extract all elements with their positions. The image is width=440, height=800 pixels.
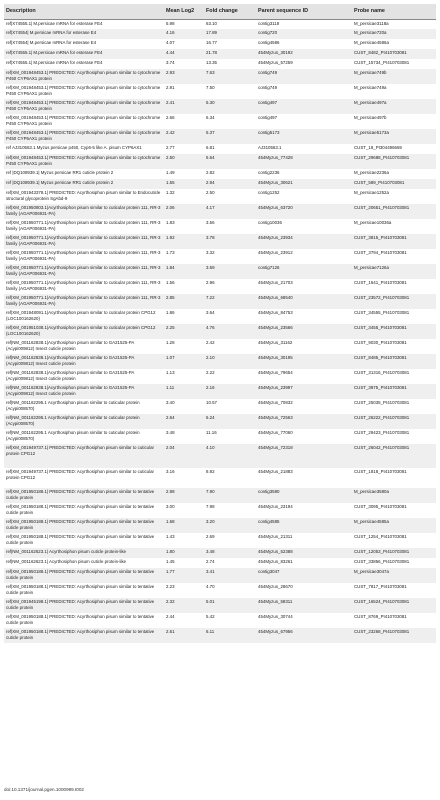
cell-parent-sequence-id: 454Myzus_30192 bbox=[258, 50, 293, 55]
cell-parent-sequence-id: 454Myzus_30744 bbox=[258, 614, 293, 619]
cell-description: ref|XM_001950188.1| PREDICTED: Acyrthosiphon pisum similar to tentative cuticle protein bbox=[6, 504, 155, 515]
table-row bbox=[4, 279, 436, 294]
cell-description: ref|NM_001162295.1 Acyrthosiphon pisum similar to cuticular protein (Acypi008570) bbox=[6, 430, 140, 441]
cell-description: ref|XM_001945198.1| PREDICTED: Acyrthosiphon pisum similar to tentative cuticle protein bbox=[6, 599, 155, 610]
cell-description: ref|NM_001162623.1| Acyrthosiphon pisum cuticle protein-like bbox=[6, 559, 127, 564]
cell-mean-log2: 2.61 bbox=[166, 629, 175, 634]
cell-description: ref|XM_001948453.1| PREDICTED: Acyrthosiphon pisum similar to cytochrome P450 CYP6AX1 protein bbox=[6, 115, 161, 126]
table-row bbox=[4, 84, 436, 99]
cell-parent-sequence-id: contig10036 bbox=[258, 220, 282, 225]
cell-mean-log2: 3.40 bbox=[166, 400, 175, 405]
cell-fold-change: 6.34 bbox=[206, 115, 215, 120]
cell-probe-name: M_persicae10036a bbox=[354, 220, 392, 225]
cell-mean-log2: 3.48 bbox=[166, 430, 175, 435]
cell-description: ref|XM_001951038.1|Acyrthosiphon pisum similar to cuticular protein CPG12 (LOC100162620) bbox=[6, 325, 156, 336]
cell-parent-sequence-id: contig3118 bbox=[258, 20, 280, 26]
cell-mean-log2: 2.98 bbox=[166, 489, 175, 494]
cell-fold-change: 7.22 bbox=[206, 295, 215, 300]
header-probe-name: Probe name bbox=[352, 4, 436, 19]
cell-mean-log2: 2.50 bbox=[166, 155, 175, 160]
cell-parent-sequence-id: 454Myzus_79654 bbox=[258, 370, 293, 375]
cell-fold-change: 5.37 bbox=[206, 130, 215, 135]
cell-mean-log2: 1.55 bbox=[166, 180, 175, 185]
cell-mean-log2: 2.44 bbox=[166, 614, 175, 619]
cell-probe-name: CUST_26042_PI410703081 bbox=[354, 445, 410, 450]
cell-description: ref|XM_001950771.1|Acyrthosiphon pisum similar to cuticular protein 111, RR-3 family (AGAP006931-PA) bbox=[6, 235, 161, 246]
cell-mean-log2: 2.42 bbox=[166, 130, 175, 135]
cell-description: ref|XM_001950771.1|Acyrthosiphon pisum similar to cuticular protein 111, RR-3 family (AGAP006931-PA) bbox=[6, 280, 161, 291]
header-description: Description bbox=[4, 4, 164, 19]
data-table bbox=[4, 4, 436, 643]
cell-probe-name: CUST_12053_PI410703081 bbox=[354, 549, 410, 554]
table-row bbox=[4, 339, 436, 354]
cell-probe-name: CUST_8482_PI410703081 bbox=[354, 50, 407, 55]
cell-fold-change: 8.92 bbox=[206, 469, 215, 474]
cell-fold-change: 2.22 bbox=[206, 370, 215, 375]
table-row bbox=[4, 49, 436, 59]
table-row bbox=[4, 598, 436, 613]
cell-probe-name: CUST_8769_PI410703081 bbox=[354, 614, 407, 619]
cell-fold-change: 16.77 bbox=[206, 40, 217, 45]
cell-probe-name: M_persicae749b bbox=[354, 70, 387, 75]
cell-mean-log2: 2.85 bbox=[166, 295, 175, 300]
cell-parent-sequence-id: 454Myzus_23566 bbox=[258, 325, 293, 330]
cell-fold-change: 3.41 bbox=[206, 569, 215, 574]
cell-description: ref|XM_001948453.1| PREDICTED: Acyrthosiphon pisum similar to cytochrome P450 CYP6AX1 protein bbox=[6, 155, 161, 166]
cell-mean-log2: 3.16 bbox=[166, 469, 175, 474]
cell-mean-log2: 1.68 bbox=[166, 519, 175, 524]
cell-fold-change: 5.30 bbox=[206, 100, 215, 105]
cell-mean-log2: 1.28 bbox=[166, 340, 175, 345]
cell-probe-name: CUST_31316_PI410703081 bbox=[354, 370, 410, 375]
table-row bbox=[4, 548, 436, 558]
cell-fold-change: 2.82 bbox=[206, 170, 215, 175]
cell-probe-name: CUST_3875_PI410703081 bbox=[354, 385, 407, 390]
cell-probe-name: CUST_18_PI304496669 bbox=[354, 145, 402, 150]
cell-parent-sequence-id: 454Myzus_70832 bbox=[258, 400, 293, 405]
table-row bbox=[4, 369, 436, 384]
cell-description: ref|X74554| M.persicae mRNA for esterase E4 bbox=[6, 40, 97, 45]
table-row bbox=[4, 533, 436, 548]
cell-parent-sequence-id: 454Myzus_83261 bbox=[258, 559, 293, 564]
cell-fold-change: 2.94 bbox=[206, 180, 215, 185]
cell-mean-log2: 5.98 bbox=[166, 20, 175, 26]
cell-fold-change: 7.50 bbox=[206, 85, 215, 90]
table-row bbox=[4, 69, 436, 84]
table-row bbox=[4, 189, 436, 204]
cell-fold-change: 2.96 bbox=[206, 280, 215, 285]
cell-fold-change: 2.74 bbox=[206, 559, 215, 564]
table-row bbox=[4, 264, 436, 279]
cell-parent-sequence-id: 454Myzus_58311 bbox=[258, 599, 293, 604]
cell-fold-change: 63.10 bbox=[206, 20, 217, 26]
cell-parent-sequence-id: 454Myzus_63720 bbox=[258, 205, 293, 210]
cell-fold-change: 7.63 bbox=[206, 70, 215, 75]
table-row bbox=[4, 154, 436, 169]
cell-parent-sequence-id: 454Myzus_23194 bbox=[258, 504, 293, 509]
cell-parent-sequence-id: 454Myzus_72318 bbox=[258, 445, 293, 450]
cell-mean-log2: 2.41 bbox=[166, 100, 175, 105]
cell-description: ref|NM_001162295.1 Acyrthosiphon pisum similar to cuticular protein (Acypi008570) bbox=[6, 415, 140, 426]
cell-parent-sequence-id: 454Myzus_21311 bbox=[258, 534, 293, 539]
cell-parent-sequence-id: contig3047 bbox=[258, 569, 280, 574]
table-row bbox=[4, 324, 436, 339]
cell-probe-name: M_persicae3118a bbox=[354, 20, 389, 26]
cell-fold-change: 3.78 bbox=[206, 235, 215, 240]
cell-parent-sequence-id: 454Myzus_23934 bbox=[258, 235, 293, 240]
cell-description: ref|XM_001948453.1| PREDICTED: Acyrthosiphon pisum similar to cytochrome P450 CYP6AX1 protein bbox=[6, 130, 161, 141]
cell-description: ref|X74555.1| M.persicae mRNA for esterase FE4 bbox=[6, 60, 103, 65]
cell-mean-log2: 2.91 bbox=[166, 85, 175, 90]
cell-mean-log2: 1.45 bbox=[166, 559, 175, 564]
cell-probe-name: M_persicae497b bbox=[354, 115, 387, 120]
cell-description: ref|XM_001950771.1|Acyrthosiphon pisum similar to cuticular protein 111, RR-3 family (AGAP006931-PA) bbox=[6, 295, 161, 306]
cell-description: ref|XM_001950803.1|Acyrthosiphon pisum similar to cuticular protein 111, RR-3 family (AGAP006931-PA) bbox=[6, 205, 161, 216]
cell-probe-name: M_persicae4585a bbox=[354, 519, 389, 524]
table-row bbox=[4, 234, 436, 249]
cell-fold-change: 5.42 bbox=[206, 614, 215, 619]
cell-description: ref|X74555.1| M.persicae mRNA for esterase FE4 bbox=[6, 20, 103, 26]
cell-fold-change: 3.32 bbox=[206, 250, 215, 255]
cell-mean-log2: 2.06 bbox=[166, 205, 175, 210]
cell-fold-change: 2.42 bbox=[206, 340, 215, 345]
cell-parent-sequence-id: AJ310563.1 bbox=[258, 145, 282, 150]
cell-mean-log2: 1.32 bbox=[166, 190, 175, 195]
cell-probe-name: CUST_3794_PI410703081 bbox=[354, 250, 407, 255]
cell-fold-change: 6.24 bbox=[206, 415, 215, 420]
cell-probe-name: CUST_1641_PI410703081 bbox=[354, 280, 407, 285]
cell-parent-sequence-id: contig4585 bbox=[258, 519, 280, 524]
cell-parent-sequence-id: 454Myzus_77060 bbox=[258, 430, 293, 435]
table-row bbox=[4, 468, 436, 488]
cell-parent-sequence-id: contig3580 bbox=[258, 489, 280, 494]
cell-fold-change: 4.76 bbox=[206, 325, 215, 330]
header-fold-change: Fold change bbox=[204, 4, 256, 19]
cell-description: ref|XM_001948453.1| PREDICTED: Acyrthosiphon pisum similar to cytochrome P450 CYP6AX1 protein bbox=[6, 70, 161, 81]
cell-description: ref|NM_001162838.1|Acyrthosiphon pisum similar to GA21525-PA (Acypi009812) Insect cuticle protein bbox=[6, 385, 135, 396]
table-row bbox=[4, 114, 436, 129]
table-row bbox=[4, 444, 436, 468]
cell-description: ref|XM_001950188.1| PREDICTED: Acyrthosiphon pisum similar to tentative cuticle protein bbox=[6, 614, 155, 625]
table-row bbox=[4, 429, 436, 444]
table-row bbox=[4, 219, 436, 234]
cell-description: ref|XM_001950188.1| PREDICTED: Acyrthosiphon pisum similar to tentative cuticle protein bbox=[6, 569, 155, 580]
cell-parent-sequence-id: 454Myzus_77428 bbox=[258, 155, 293, 160]
cell-fold-change: 3.48 bbox=[206, 549, 215, 554]
table-row bbox=[4, 179, 436, 189]
cell-mean-log2: 1.92 bbox=[166, 235, 175, 240]
cell-parent-sequence-id: 454Myzus_72563 bbox=[258, 415, 293, 420]
cell-probe-name: M_persicae3047a bbox=[354, 569, 389, 574]
cell-fold-change: 21.78 bbox=[206, 50, 217, 55]
cell-probe-name: CUST_26222_PI410703081 bbox=[354, 415, 410, 420]
table-row bbox=[4, 294, 436, 309]
cell-probe-name: CUST_1818_PI410703081 bbox=[354, 469, 407, 474]
cell-probe-name: CUST_8485_PI410703081 bbox=[354, 355, 407, 360]
cell-description: ref|NM_001162295.1 Acyrthosiphon pisum similar to cuticular protein (Acypi008570) bbox=[6, 400, 140, 411]
cell-parent-sequence-id: 454Myzus_30195 bbox=[258, 355, 293, 360]
cell-fold-change: 6.11 bbox=[206, 629, 215, 634]
cell-fold-change: 3.64 bbox=[206, 310, 215, 315]
cell-probe-name: CUST_15734_PI410703081 bbox=[354, 60, 410, 65]
cell-probe-name: CUST_3455_PI410703081 bbox=[354, 325, 407, 330]
cell-parent-sequence-id: 454Myzus_21703 bbox=[258, 280, 293, 285]
cell-fold-change: 17.89 bbox=[206, 30, 217, 35]
cell-fold-change: 5.64 bbox=[206, 155, 215, 160]
cell-description: ref AJ310563.1 Myzus persicae p450, Cyp6-5 like A. pisum CYP6AX1 bbox=[6, 145, 142, 150]
table-row bbox=[4, 354, 436, 369]
cell-parent-sequence-id: contig720 bbox=[258, 30, 278, 35]
cell-mean-log2: 4.07 bbox=[166, 40, 175, 45]
cell-mean-log2: 1.56 bbox=[166, 280, 175, 285]
cell-mean-log2: 1.49 bbox=[166, 170, 175, 175]
cell-fold-change: 4.70 bbox=[206, 584, 215, 589]
cell-parent-sequence-id: contig4586 bbox=[258, 40, 280, 45]
cell-probe-name: M_persicae497a bbox=[354, 100, 387, 105]
cell-parent-sequence-id: 454Myzus_57259 bbox=[258, 60, 293, 65]
cell-parent-sequence-id: 454Myzus_52388 bbox=[258, 549, 293, 554]
cell-probe-name: M_persicae2236a bbox=[354, 170, 389, 175]
cell-fold-change: 7.90 bbox=[206, 489, 215, 494]
cell-description: ref|XM_001943378.1| PREDICTED: Acyrthosiphon pisum similar to Endocuticle structural glycoprotein SgAbd-9 bbox=[6, 190, 161, 201]
cell-parent-sequence-id: 454Myzus_21883 bbox=[258, 469, 293, 474]
cell-parent-sequence-id: contig749 bbox=[258, 85, 278, 90]
cell-description: ref|X74554| M.persicae mRNA for esterase E4 bbox=[6, 30, 97, 35]
cell-parent-sequence-id: contig749 bbox=[258, 70, 278, 75]
cell-mean-log2: 1.13 bbox=[166, 370, 175, 375]
cell-description: ref|XM_001950771.1|Acyrthosiphon pisum similar to cuticular protein 111, RR-3 family (AGAP006931-PA) bbox=[6, 220, 161, 231]
cell-mean-log2: 2.25 bbox=[166, 325, 175, 330]
doi-footer: doi:10.1371/journal.pgen.1000999.t002 bbox=[4, 787, 84, 792]
cell-mean-log2: 2.04 bbox=[166, 445, 175, 450]
cell-fold-change: 6.81 bbox=[206, 145, 215, 150]
table-row bbox=[4, 518, 436, 533]
cell-probe-name: CUST_3095_PI410703081 bbox=[354, 504, 407, 509]
cell-mean-log2: 1.77 bbox=[166, 569, 175, 574]
table-row bbox=[4, 204, 436, 219]
table-row bbox=[4, 613, 436, 628]
cell-description: ref|NM_001162838.1|Acyrthosiphon pisum similar to GA21525-PA (Acypi009812) Insect cuticle protein bbox=[6, 355, 135, 366]
table-row bbox=[4, 129, 436, 144]
table-row bbox=[4, 59, 436, 69]
table-body bbox=[4, 19, 436, 643]
table-row bbox=[4, 99, 436, 114]
cell-mean-log2: 2.23 bbox=[166, 584, 175, 589]
cell-description: ref|X74555.1| M.persicae mRNA for esterase FE4 bbox=[6, 50, 103, 55]
cell-mean-log2: 2.66 bbox=[166, 115, 175, 120]
cell-probe-name: CUST_589_PI410703081 bbox=[354, 180, 405, 185]
table-header-row bbox=[4, 4, 436, 19]
cell-parent-sequence-id: contig5173 bbox=[258, 130, 280, 135]
cell-mean-log2: 4.44 bbox=[166, 50, 175, 55]
cell-fold-change: 2.50 bbox=[206, 190, 215, 195]
cell-description: ref|XM_001950188.1| PREDICTED: Acyrthosiphon pisum similar to tentative cuticle protein bbox=[6, 489, 155, 500]
cell-description: ref|XM_001950771.1|Acyrthosiphon pisum similar to cuticular protein 111, RR-3 family (AGAP006931-PA) bbox=[6, 250, 161, 261]
cell-description: ref|XM_001948453.1| PREDICTED: Acyrthosiphon pisum similar to cytochrome P450 CYP6AX1 protein bbox=[6, 100, 161, 111]
cell-parent-sequence-id: 454Myzus_23912 bbox=[258, 250, 293, 255]
cell-probe-name: CUST_23268_PI410703081 bbox=[354, 629, 410, 634]
cell-probe-name: CUST_23572_PI410703081 bbox=[354, 295, 410, 300]
cell-parent-sequence-id: 454Myzus_31162 bbox=[258, 340, 293, 345]
cell-fold-change: 2.69 bbox=[206, 534, 215, 539]
header-mean-log2: Mean Log2 bbox=[164, 4, 204, 19]
cell-parent-sequence-id: 454Myzus_67956 bbox=[258, 629, 293, 634]
cell-mean-log2: 1.86 bbox=[166, 310, 175, 315]
table-row bbox=[4, 628, 436, 643]
table-row bbox=[4, 568, 436, 583]
cell-probe-name: M_persicae3580a bbox=[354, 489, 389, 494]
table-row bbox=[4, 144, 436, 154]
cell-mean-log2: 3.00 bbox=[166, 504, 175, 509]
cell-probe-name: CUST_33856_PI410703081 bbox=[354, 559, 410, 564]
cell-description: ref|XM_001948453.1| PREDICTED: Acyrthosiphon pisum similar to cytochrome P450 CYP6AX1 protein bbox=[6, 85, 161, 96]
cell-description: ref|NM_001162623.1| Acyrthosiphon pisum cuticle protein-like bbox=[6, 549, 127, 554]
cell-description: ref|XM_001950188.1| PREDICTED: Acyrthosiphon pisum similar to tentative cuticle protein bbox=[6, 519, 155, 530]
cell-probe-name: M_persicae5173a bbox=[354, 130, 389, 135]
cell-probe-name: M_persicae749a bbox=[354, 85, 387, 90]
cell-fold-change: 3.20 bbox=[206, 519, 215, 524]
cell-probe-name: M_persicae720a bbox=[354, 30, 387, 35]
cell-fold-change: 2.16 bbox=[206, 385, 215, 390]
cell-description: ref|XM_001948091.1|Acyrthosiphon pisum similar to cuticular protein CPG12 (LOC100162620) bbox=[6, 310, 156, 321]
cell-mean-log2: 1.80 bbox=[166, 549, 175, 554]
table-row bbox=[4, 583, 436, 598]
cell-parent-sequence-id: contig497 bbox=[258, 115, 278, 120]
cell-description: ref|XM_001950188.1| PREDICTED: Acyrthosiphon pisum similar to tentative cuticle protein bbox=[6, 534, 155, 545]
cell-parent-sequence-id: 454Myzus_30621 bbox=[258, 180, 293, 185]
cell-parent-sequence-id: 454Myzus_84753 bbox=[258, 310, 293, 315]
cell-description: ref|NM_001162838.1|Acyrthosiphon pisum similar to GA21525-PA (Acypi009812) Insect cuticle protein bbox=[6, 340, 135, 351]
table-row bbox=[4, 249, 436, 264]
cell-probe-name: M_persicae7126a bbox=[354, 265, 389, 270]
cell-probe-name: CUST_29423_PI410703081 bbox=[354, 430, 410, 435]
table-row bbox=[4, 488, 436, 503]
cell-parent-sequence-id: contig2236 bbox=[258, 170, 280, 175]
cell-parent-sequence-id: 454Myzus_28670 bbox=[258, 584, 293, 589]
cell-mean-log2: 1.84 bbox=[166, 265, 175, 270]
cell-mean-log2: 4.16 bbox=[166, 30, 175, 35]
table-row bbox=[4, 39, 436, 49]
cell-description: ref|XM_001950188.1| PREDICTED: Acyrthosiphon pisum similar to tentative cuticle protein bbox=[6, 584, 155, 595]
cell-mean-log2: 1.07 bbox=[166, 355, 175, 360]
cell-description: ref|XM_001950188.1| PREDICTED: Acyrthosiphon pisum similar to tentative cuticle protein bbox=[6, 629, 155, 640]
cell-description: ref |DQ108939.1| Myzus persicae RR1 cuticle protein 2 bbox=[6, 170, 114, 175]
table-row bbox=[4, 558, 436, 568]
cell-mean-log2: 1.43 bbox=[166, 534, 175, 539]
cell-mean-log2: 2.93 bbox=[166, 70, 175, 75]
cell-description: ref|NM_001162838.1|Acyrthosiphon pisum similar to GA21525-PA (Acypi009812) Insect cuticle protein bbox=[6, 370, 135, 381]
cell-parent-sequence-id: contig497 bbox=[258, 100, 278, 105]
cell-description: ref|XM_001949737.1| PREDICTED: Acyrthosiphon pisum similar to cuticular protein CPG12 bbox=[6, 445, 154, 456]
cell-fold-change: 7.98 bbox=[206, 504, 215, 509]
table-row bbox=[4, 384, 436, 399]
table-row bbox=[4, 399, 436, 414]
cell-probe-name: M_persicae1252a bbox=[354, 190, 389, 195]
cell-mean-log2: 1.73 bbox=[166, 250, 175, 255]
cell-mean-log2: 2.77 bbox=[166, 145, 175, 150]
cell-fold-change: 4.17 bbox=[206, 205, 215, 210]
cell-probe-name: CUST_9030_PI410703081 bbox=[354, 340, 407, 345]
table-row bbox=[4, 19, 436, 29]
cell-probe-name: CUST_1254_PI410703081 bbox=[354, 534, 407, 539]
header-parent-sequence-id: Parent sequence ID bbox=[256, 4, 352, 19]
cell-fold-change: 3.56 bbox=[206, 220, 215, 225]
cell-fold-change: 13.35 bbox=[206, 60, 217, 65]
cell-probe-name: CUST_34555_PI410703081 bbox=[354, 310, 410, 315]
table-row bbox=[4, 169, 436, 179]
cell-probe-name: CUST_7817_PI410703081 bbox=[354, 584, 407, 589]
cell-fold-change: 10.57 bbox=[206, 400, 217, 405]
cell-parent-sequence-id: contig1252 bbox=[258, 190, 280, 195]
table-row bbox=[4, 503, 436, 518]
cell-probe-name: CUST_20651_PI410703081 bbox=[354, 205, 410, 210]
cell-fold-change: 4.10 bbox=[206, 445, 215, 450]
cell-mean-log2: 3.74 bbox=[166, 60, 175, 65]
cell-probe-name: CUST_25035_PI410703081 bbox=[354, 400, 410, 405]
cell-mean-log2: 1.83 bbox=[166, 220, 175, 225]
cell-fold-change: 11.16 bbox=[206, 430, 217, 435]
cell-fold-change: 5.01 bbox=[206, 599, 215, 604]
table-row bbox=[4, 29, 436, 39]
cell-description: ref |DQ108939.1| Myzus persicae RR1 cuticle protein 2 bbox=[6, 180, 114, 185]
cell-mean-log2: 2.64 bbox=[166, 415, 175, 420]
cell-probe-name: M_persicae4586a bbox=[354, 40, 389, 45]
cell-probe-name: CUST_3815_PI410703081 bbox=[354, 235, 407, 240]
cell-parent-sequence-id: 454Myzus_23997 bbox=[258, 385, 293, 390]
table-row bbox=[4, 309, 436, 324]
table-row bbox=[4, 414, 436, 429]
cell-parent-sequence-id: 454Myzus_68540 bbox=[258, 295, 293, 300]
cell-probe-name: CUST_29688_PI410703081 bbox=[354, 155, 410, 160]
cell-description: ref|XM_001950771.1|Acyrthosiphon pisum similar to cuticular protein 111, RR-3 family (AGAP006931-PA) bbox=[6, 265, 161, 276]
cell-fold-change: 2.10 bbox=[206, 355, 215, 360]
cell-probe-name: CUST_16524_PI410703081 bbox=[354, 599, 410, 604]
cell-mean-log2: 1.11 bbox=[166, 385, 175, 390]
cell-fold-change: 3.59 bbox=[206, 265, 215, 270]
cell-description: ref|XM_001949737.1| PREDICTED: Acyrthosiphon pisum similar to cuticular protein CPG12 bbox=[6, 469, 154, 480]
cell-mean-log2: 2.32 bbox=[166, 599, 175, 604]
cell-parent-sequence-id: contig7126 bbox=[258, 265, 280, 270]
